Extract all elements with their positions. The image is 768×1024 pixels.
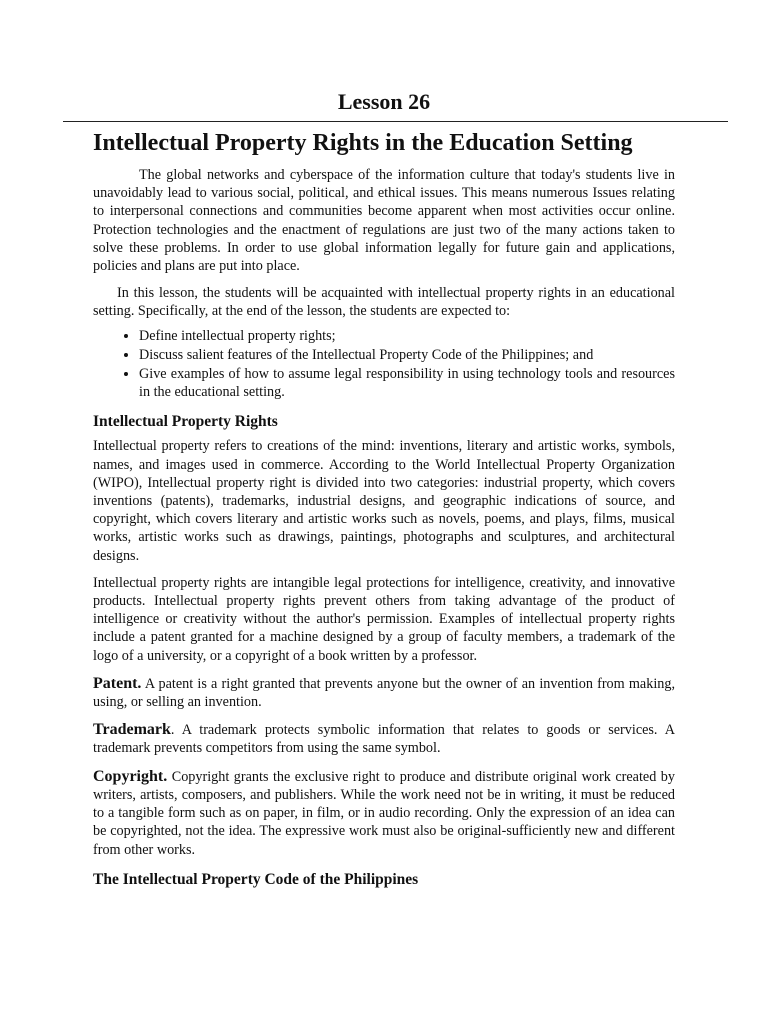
intro-paragraph-2: In this lesson, the students will be acquainted with intellectual property rights in an educational setting. Specifically, at the end of the lesson, the students are expected to: [93,285,675,320]
page-title: Intellectual Property Rights in the Education Setting [93,130,633,156]
trademark-text: . A trademark protects symbolic information that relates to goods or services. A trademark prevents competitors from using the same symbol. [93,722,675,757]
lesson-label: Lesson 26 [337,89,431,114]
copyright-term: Copyright. [93,767,168,785]
trademark-term: Trademark [93,721,171,739]
patent-paragraph [93,675,675,711]
ipr-paragraph-2: Intellectual property rights are intangible legal protections for intelligence, creativity, and innovative products. Intellectual property rights prevent others from taking advantage of the product of intelligence or creativity without the author's permission. Examples of intellectual property rights include a patent granted for a machine designed by a group of faculty members, a trademark of the logo of a university, or a copyright of a book written by a professor. [93,574,675,664]
document-body [93,166,675,891]
patent-text: A patent is a right granted that prevents anyone but the owner of an invention from making, using, or selling an invention. [93,675,675,711]
ipr-paragraph-1: Intellectual property refers to creations of the mind: inventions, literary and artistic works, symbols, names, and images used in commerce. According to the World Intellectual Property Organization (WIPO), Intellectual property right is divided into two categories: industrial property, which covers inventions (patents), trademarks, industrial designs, and geographic indications of source, and copyright, which covers literary and artistic works such as novels, poems, and plays, films, musical works, artistic works such as drawings, paintings, photographs and sculptures, and architectural designs. [93,438,675,564]
trademark-paragraph [93,721,675,757]
objectives-list [93,327,675,402]
intro-paragraph-1: The global networks and cyberspace of the information culture that today's students live in unavoidably lead to various social, political, and ethical issues. This means numerous Issues relating to interpersonal connections and communities become apparent when most activities occur online. Protection technologies and the enactment of regulations are just two of the many actions taken to solve these problems. In order to use global information legally for future gain and applications, policies and plans are put into place. [93,167,675,275]
section-heading-ip-code: The Intellectual Property Code of the Philippines [93,870,419,888]
section-heading-ipr: Intellectual Property Rights [93,413,278,431]
list-item: • Define intellectual property rights; [139,327,675,345]
list-item: • Give examples of how to assume legal responsibility in using technology tools and resources in the educational setting. [139,365,675,401]
list-item: • Discuss salient features of the Intellectual Property Code of the Philippines; and [139,346,675,364]
patent-term: Patent. [93,674,142,692]
title-divider [63,121,728,122]
copyright-paragraph [93,768,675,859]
copyright-text: Copyright grants the exclusive right to produce and distribute original work created by writers, artists, composers, and publishers. While the work need not be in writing, it must be reduced to a tangible form such as on paper, in film, or in audio recording. Only the expression of an idea can be copyrighted, not the idea. The expressive work must also be original-sufficiently new and different from other works. [93,768,675,858]
